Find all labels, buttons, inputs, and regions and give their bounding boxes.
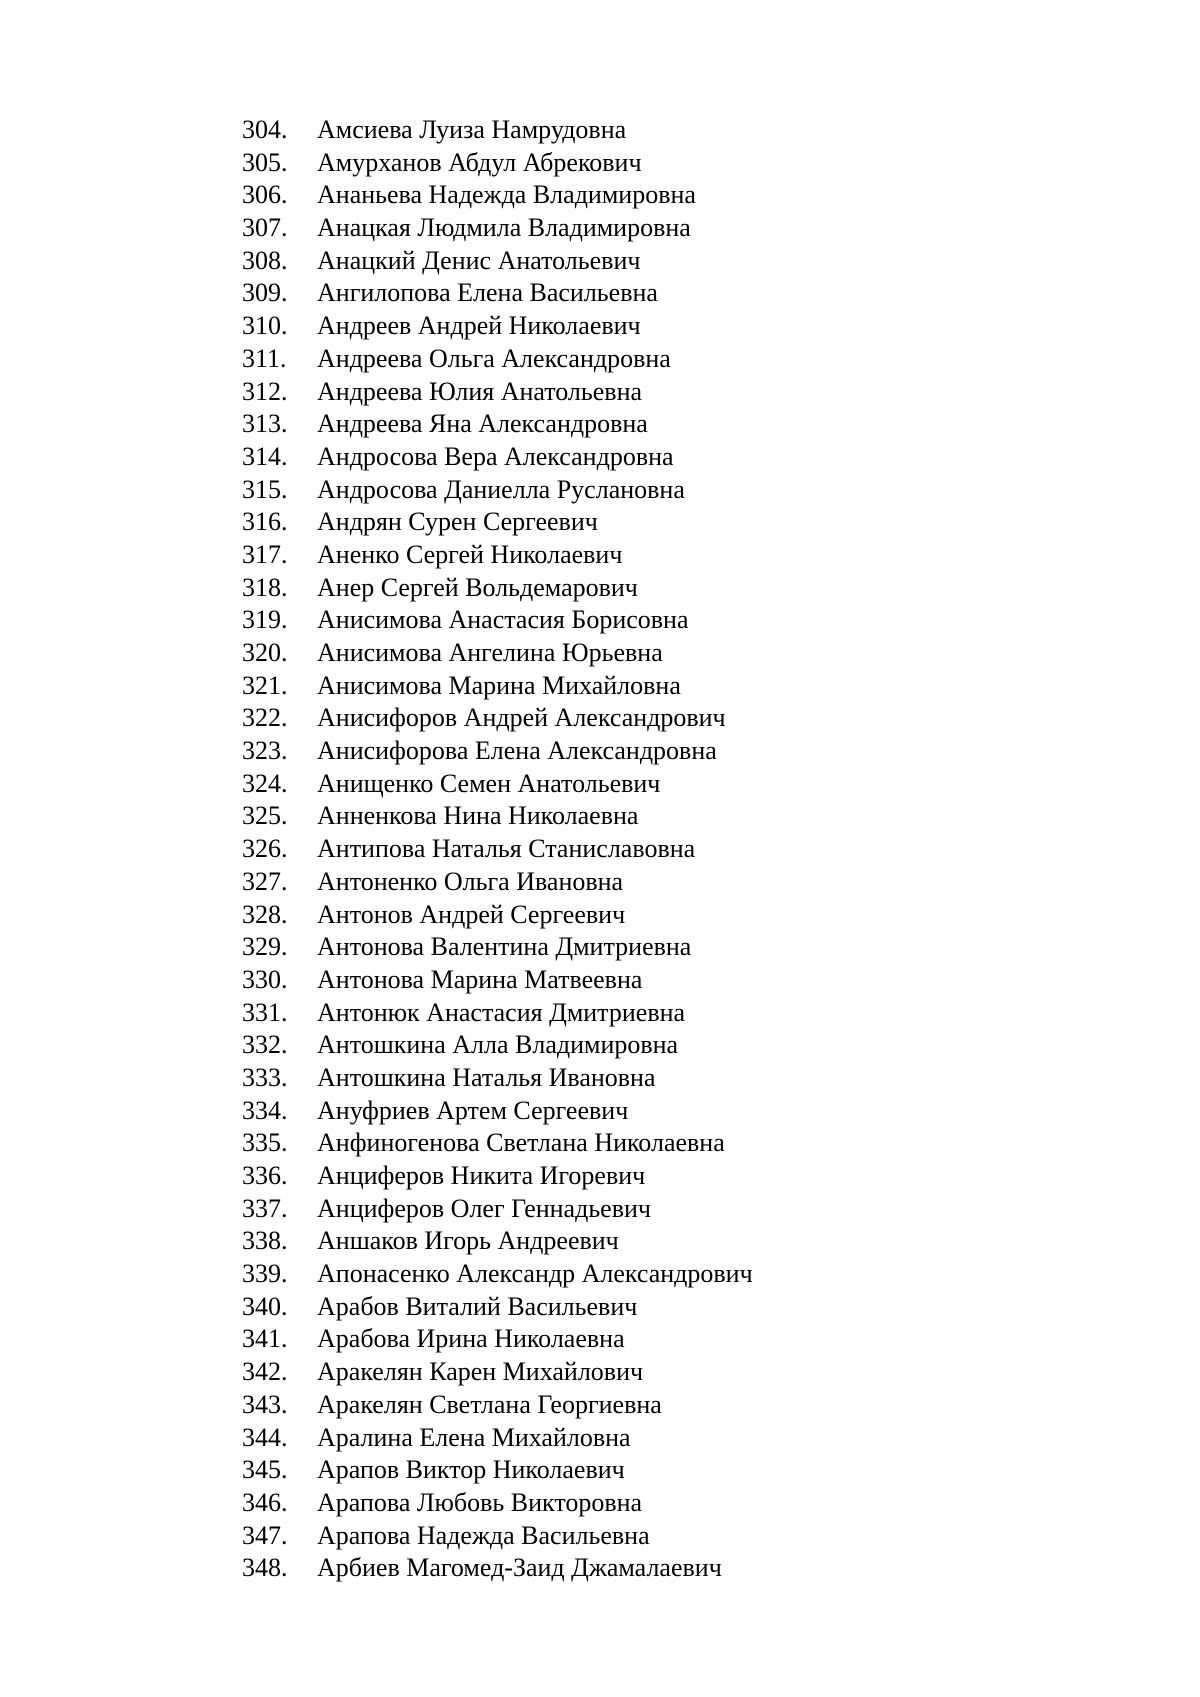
item-number: 329. [242, 932, 288, 962]
item-full-name: Андреева Юлия Анатольевна [317, 376, 643, 406]
item-number: 323. [242, 736, 288, 766]
item-number: 319. [242, 605, 288, 635]
list-item [0, 539, 1200, 572]
list-item [0, 277, 1200, 310]
item-full-name: Анацкая Людмила Владимировна [317, 213, 691, 243]
list-item [0, 343, 1200, 376]
item-full-name: Антошкина Алла Владимировна [317, 1030, 679, 1060]
item-full-name: Андреева Яна Александровна [317, 409, 648, 439]
item-full-name: Амурханов Абдул Абрекович [317, 147, 642, 177]
item-number: 333. [242, 1062, 288, 1092]
list-item [0, 1552, 1200, 1585]
list-item [0, 1225, 1200, 1258]
list-item [0, 1520, 1200, 1553]
item-full-name: Амсиева Луиза Намрудовна [317, 115, 627, 144]
item-full-name: Ангилопова Елена Васильевна [317, 278, 658, 308]
item-number: 347. [242, 1520, 288, 1550]
item-full-name: Анисимова Ангелина Юрьевна [317, 638, 663, 667]
item-full-name: Антонов Андрей Сергеевич [317, 899, 626, 929]
name-list [0, 114, 1200, 1585]
item-full-name: Анненкова Нина Николаевна [317, 801, 639, 831]
list-item [0, 1454, 1200, 1487]
list-item [0, 997, 1200, 1030]
item-full-name: Анацкий Денис Анатольевич [317, 245, 641, 275]
item-number: 312. [242, 376, 288, 406]
item-number: 325. [242, 801, 288, 831]
item-full-name: Арбиев Магомед-Заид Джамалаевич [317, 1553, 722, 1583]
item-number: 348. [242, 1553, 288, 1583]
list-item [0, 212, 1200, 245]
item-number: 334. [242, 1095, 288, 1125]
item-number: 341. [242, 1324, 288, 1354]
item-full-name: Андреева Ольга Александровна [317, 343, 671, 373]
item-number: 310. [242, 311, 288, 341]
item-full-name: Арапов Виктор Николаевич [317, 1455, 625, 1485]
item-full-name: Анциферов Олег Геннадьевич [317, 1193, 651, 1223]
item-number: 331. [242, 997, 288, 1027]
list-item [0, 1029, 1200, 1062]
item-full-name: Анисифоров Андрей Александрович [317, 703, 726, 733]
item-full-name: Арапова Надежда Васильевна [317, 1520, 650, 1550]
list-item [0, 1291, 1200, 1324]
item-full-name: Анищенко Семен Анатольевич [317, 768, 661, 798]
item-full-name: Ануфриев Артем Сергеевич [317, 1095, 629, 1125]
list-item [0, 1356, 1200, 1389]
list-item [0, 931, 1200, 964]
item-full-name: Аракелян Светлана Георгиевна [317, 1389, 662, 1419]
list-item [0, 179, 1200, 212]
item-number: 343. [242, 1389, 288, 1419]
item-full-name: Антонова Валентина Дмитриевна [317, 932, 692, 962]
item-number: 332. [242, 1030, 288, 1060]
list-item [0, 702, 1200, 735]
list-item [0, 506, 1200, 539]
list-item [0, 245, 1200, 278]
list-item [0, 441, 1200, 474]
item-number: 309. [242, 278, 288, 308]
item-number: 346. [242, 1487, 288, 1517]
item-number: 308. [242, 245, 288, 275]
item-full-name: Аненко Сергей Николаевич [317, 539, 623, 569]
item-full-name: Анисимова Марина Михайловна [317, 670, 681, 700]
item-full-name: Антипова Наталья Станиславовна [317, 834, 696, 864]
item-number: 342. [242, 1357, 288, 1387]
item-number: 328. [242, 899, 288, 929]
list-item [0, 768, 1200, 801]
item-number: 340. [242, 1291, 288, 1321]
item-full-name: Андрян Сурен Сергеевич [317, 507, 598, 537]
list-item [0, 1095, 1200, 1128]
list-item [0, 964, 1200, 997]
item-number: 345. [242, 1455, 288, 1485]
item-number: 306. [242, 180, 288, 210]
item-number: 314. [242, 441, 288, 471]
list-item [0, 1258, 1200, 1291]
item-number: 324. [242, 768, 288, 798]
list-item [0, 408, 1200, 441]
item-full-name: Арабова Ирина Николаевна [317, 1324, 625, 1354]
list-item [0, 1193, 1200, 1226]
item-full-name: Аралина Елена Михайловна [317, 1422, 631, 1452]
list-item [0, 604, 1200, 637]
list-item [0, 1389, 1200, 1422]
item-full-name: Анер Сергей Вольдемарович [317, 572, 638, 602]
list-item [0, 899, 1200, 932]
list-item [0, 310, 1200, 343]
item-number: 327. [242, 866, 288, 896]
item-full-name: Андреев Андрей Николаевич [317, 311, 641, 341]
list-item [0, 147, 1200, 180]
item-full-name: Арапова Любовь Викторовна [317, 1487, 643, 1517]
item-number: 318. [242, 572, 288, 602]
item-full-name: Апонасенко Александр Александрович [317, 1259, 753, 1289]
item-full-name: Антонюк Анастасия Дмитриевна [317, 997, 686, 1027]
item-number: 337. [242, 1193, 288, 1223]
list-item [0, 1487, 1200, 1520]
item-number: 307. [242, 213, 288, 243]
item-number: 304. [242, 115, 288, 144]
list-item [0, 637, 1200, 670]
item-full-name: Ананьева Надежда Владимировна [317, 180, 696, 210]
item-number: 326. [242, 834, 288, 864]
item-full-name: Антонова Марина Матвеевна [317, 964, 643, 994]
list-item [0, 376, 1200, 409]
item-number: 315. [242, 474, 288, 504]
item-number: 311. [242, 343, 287, 373]
item-number: 316. [242, 507, 288, 537]
item-number: 320. [242, 638, 288, 667]
list-item [0, 833, 1200, 866]
list-item [0, 114, 1200, 147]
list-item [0, 800, 1200, 833]
item-full-name: Анисифорова Елена Александровна [317, 736, 717, 766]
item-full-name: Антошкина Наталья Ивановна [317, 1062, 656, 1092]
item-number: 321. [242, 670, 288, 700]
item-full-name: Анциферов Никита Игоревич [317, 1161, 646, 1190]
list-item [0, 1323, 1200, 1356]
list-item [0, 572, 1200, 605]
item-full-name: Аншаков Игорь Андреевич [317, 1226, 619, 1256]
list-item [0, 866, 1200, 899]
item-number: 336. [242, 1161, 288, 1190]
item-number: 330. [242, 964, 288, 994]
item-number: 344. [242, 1422, 288, 1452]
list-item [0, 670, 1200, 703]
item-number: 313. [242, 409, 288, 439]
item-number: 317. [242, 539, 288, 569]
item-number: 335. [242, 1128, 288, 1158]
item-full-name: Арабов Виталий Васильевич [317, 1291, 638, 1321]
item-full-name: Анфиногенова Светлана Николаевна [317, 1128, 725, 1158]
list-item [0, 1422, 1200, 1455]
item-number: 322. [242, 703, 288, 733]
list-item [0, 474, 1200, 507]
list-item [0, 735, 1200, 768]
list-item [0, 1062, 1200, 1095]
item-number: 305. [242, 147, 288, 177]
item-full-name: Анисимова Анастасия Борисовна [317, 605, 689, 635]
item-full-name: Аракелян Карен Михайлович [317, 1357, 644, 1387]
list-item [0, 1127, 1200, 1160]
item-full-name: Андросова Даниелла Руслановна [317, 474, 685, 504]
item-full-name: Андросова Вера Александровна [317, 441, 674, 471]
list-item [0, 1160, 1200, 1193]
item-full-name: Антоненко Ольга Ивановна [317, 866, 624, 896]
item-number: 338. [242, 1226, 288, 1256]
item-number: 339. [242, 1259, 288, 1289]
